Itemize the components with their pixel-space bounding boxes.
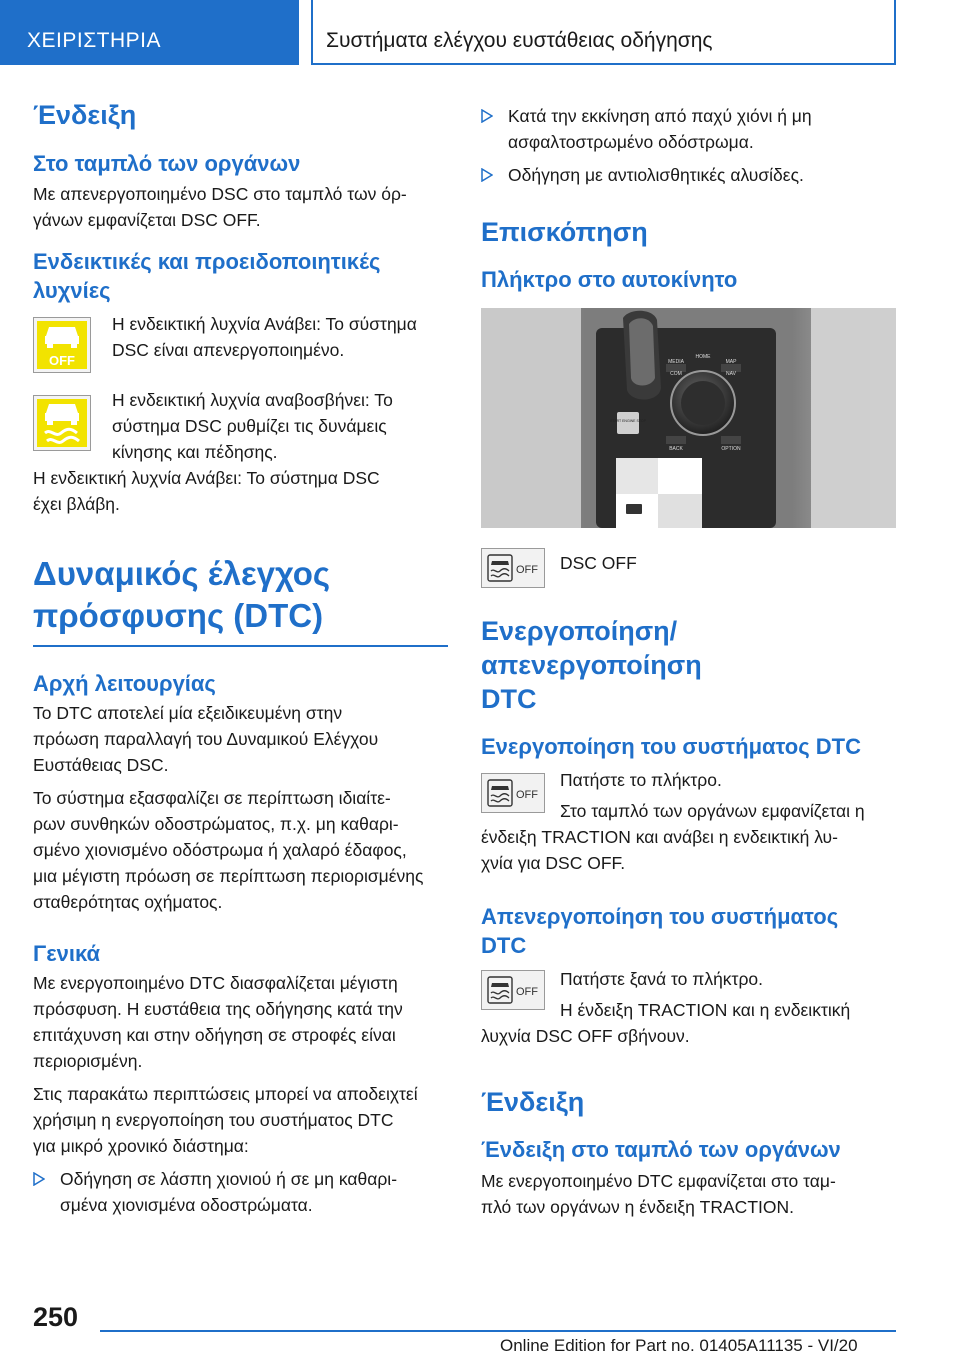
heading-cluster: Στο ταμπλό των οργάνων	[33, 151, 301, 176]
activate-row: OFF Πατήστε το πλήκτρο. Στο ταμπλό των οργάνων εμφανίζεται η	[481, 767, 896, 824]
paragraph: Η ενδεικτική λυχνία Ανάβει: Το σύστημα DSC έχει βλάβη.	[33, 468, 380, 514]
bullet-triangle-icon	[481, 168, 493, 182]
svg-text:OFF: OFF	[49, 353, 75, 368]
footer-rule	[100, 1330, 896, 1332]
svg-text:BACK: BACK	[669, 446, 683, 452]
chapter-title	[311, 0, 896, 65]
heading-lamps: Ενδεικτικές και προειδοποιητικές λυχνίες	[33, 249, 381, 303]
svg-text:NAV: NAV	[726, 371, 736, 377]
chapter-title-label: Συστήματα ελέγχου ευστάθειας οδήγησης	[326, 29, 713, 52]
svg-text:OPTION: OPTION	[721, 446, 741, 452]
heading-activate-dtc: Ενεργοποίηση του συστήματος DTC	[481, 734, 861, 759]
list-item: Κατά την εκκίνηση από παχύ χιόνι ή μη ασφαλτοστρωμένο οδόστρωμα.	[481, 103, 896, 155]
paragraph: Με ενεργοποιημένο DTC διασφαλίζεται μέγιστη πρόσφυση. Η ευστάθεια της οδήγησης κατά την επιτάχυνση και στην οδήγηση σε στροφές είναι περιορισμένη.	[33, 973, 403, 1071]
heading-indication: Ένδειξη	[33, 100, 137, 130]
dsc-off-button-icon	[481, 773, 545, 813]
list-item: Οδήγηση σε λάσπη χιονιού ή σε μη καθαρι- σμένα χιονισμένα οδοστρώματα.	[33, 1166, 448, 1218]
heading-cluster-dtc: Ένδειξη στο ταμπλό των οργάνων	[481, 1137, 841, 1162]
heading-overview: Επισκόπηση	[481, 217, 648, 247]
dsc-off-warning-icon	[33, 317, 91, 373]
page-number: 250	[33, 1302, 79, 1332]
deactivate-row: OFF Πατήστε ξανά το πλήκτρο. Η ένδειξη TRACTION και η ενδεικτική	[481, 966, 896, 1023]
heading-activation: Ενεργοποίηση/απενεργοποίηση DTC	[481, 616, 702, 714]
svg-text:MAP: MAP	[725, 359, 737, 365]
heading-button: Πλήκτρο στο αυτοκίνητο	[481, 267, 738, 292]
heading-deactivate-dtc: Απενεργοποίηση του συστήματος DTC	[481, 904, 839, 958]
dsc-skid-warning-icon	[33, 395, 91, 451]
paragraph: Το σύστημα εξασφαλίζει σε περίπτωση ιδιαίτε- ρων συνθηκών οδοστρώματος, π.χ. μη καθαρι- σμένο χιονισμένο οδόστρωμα ή χαλαρό έδαφος, μια μέγιστη πρόωση σε περίπτωση περιορισμένης σταθερότητας οχήματος.	[33, 788, 424, 912]
paragraph: Με απενεργοποιημένο DSC στο ταμπλό των όρ- γάνων εμφανίζεται DSC OFF.	[33, 184, 407, 230]
section-rule	[33, 645, 448, 647]
dsc-off-button-row: OFF DSC OFF	[481, 546, 896, 596]
heading-principle: Αρχή λειτουργίας	[33, 671, 216, 696]
paragraph: ένδειξη TRACTION και ανάβει η ενδεικτική λυ- χνία για DSC OFF.	[481, 827, 838, 873]
svg-text:OFF: OFF	[516, 986, 538, 998]
paragraph: λυχνία DSC OFF σβήνουν.	[481, 1026, 690, 1046]
left-column	[33, 95, 448, 1218]
paragraph: Το DTC αποτελεί μία εξειδικευμένη στην πρόωση παραλλαγή του Δυναμικού Ελέγχου Ευστάθειας DSC.	[33, 703, 379, 775]
heading-general: Γενικά	[33, 941, 101, 966]
svg-text:HOME: HOME	[695, 354, 711, 360]
dsc-off-button-icon	[481, 970, 545, 1010]
center-console-photo	[481, 308, 896, 528]
svg-text:MEDIA: MEDIA	[668, 359, 684, 365]
heading-dtc: Δυναμικός έλεγχος πρόσφυσης (DTC)	[33, 555, 331, 634]
paragraph: Στις παρακάτω περιπτώσεις μπορεί να αποδειχτεί χρήσιμη η ενεργοποίηση του συστήματος DTC για μικρό χρονικό διάστημα:	[33, 1084, 418, 1156]
bullet-triangle-icon	[481, 109, 493, 123]
heading-indication-dtc: Ένδειξη	[481, 1087, 585, 1117]
bullet-triangle-icon	[33, 1172, 45, 1186]
svg-text:OFF: OFF	[516, 789, 538, 801]
svg-text:COM: COM	[670, 371, 682, 377]
section-tab[interactable]	[0, 0, 299, 65]
edition-text: Online Edition for Part no. 01405A11135 - VI/20	[500, 1336, 858, 1355]
list-item: Οδήγηση με αντιολισθητικές αλυσίδες.	[481, 162, 896, 188]
right-column	[481, 95, 896, 1220]
svg-text:OFF: OFF	[516, 564, 538, 576]
dsc-off-button-icon	[481, 548, 545, 588]
svg-text:START ENGINE STOP: START ENGINE STOP	[610, 419, 646, 423]
paragraph: Με ενεργοποιημένο DTC εμφανίζεται στο ταμ- πλό των οργάνων η ένδειξη TRACTION.	[481, 1171, 836, 1217]
lamp-flash-row: Η ενδεικτική λυχνία αναβοσβήνει: Το σύστημα DSC ρυθμίζει τις δυνάμεις κίνησης και πέδησης.	[33, 387, 448, 465]
section-tab-label: ΧΕΙΡΙΣΤΗΡΙΑ	[27, 29, 162, 52]
lamp-off-row: OFF Η ενδεικτική λυχνία Ανάβει: Το σύστημα DSC είναι απενεργοποιημένο.	[33, 311, 448, 383]
